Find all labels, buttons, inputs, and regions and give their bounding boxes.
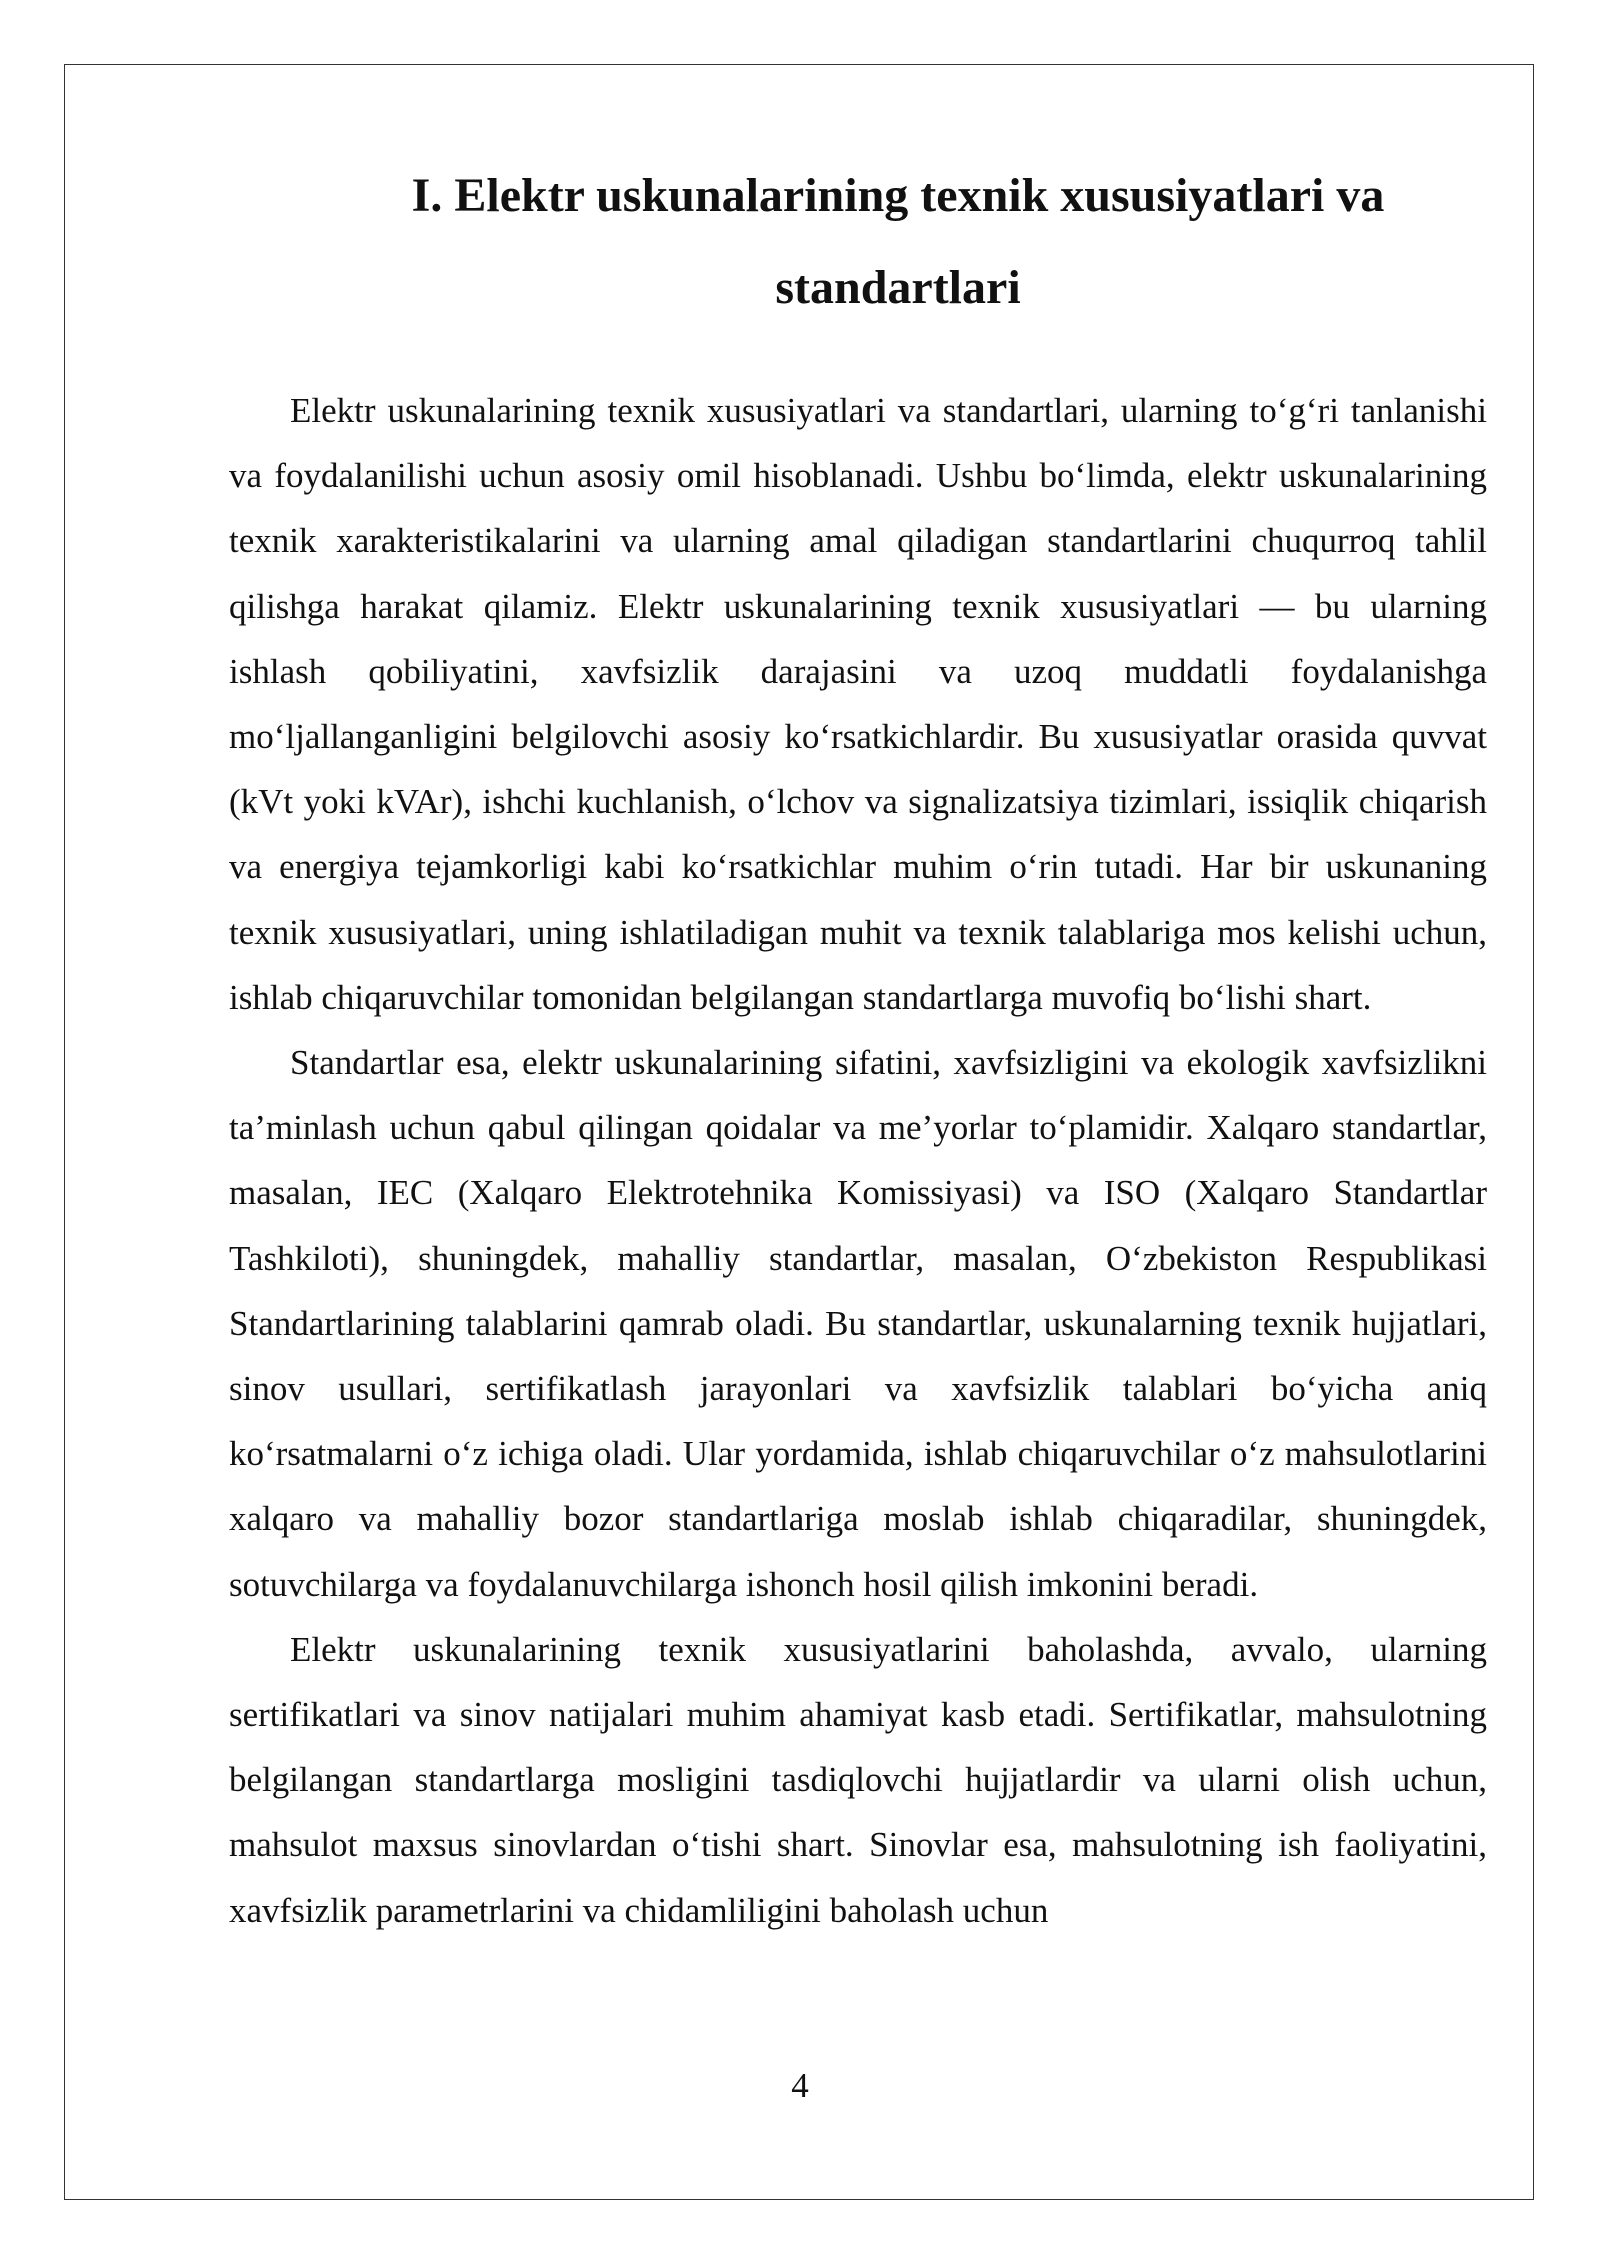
page-content bbox=[229, 150, 1487, 1943]
section-heading: I. Elektr uskunalarining texnik xususiyatlari va standartlari bbox=[411, 169, 1385, 314]
paragraph: Elektr uskunalarining texnik xususiyatlari va standartlari, ularning to‘g‘ri tanlanishi va foydalanilishi uchun asosiy omil hisoblanadi. Ushbu bo‘limda, elektr uskunalarining texnik xarakteristikalarini va ularning amal qiladigan standartlarini chuqurroq tahlil qilishga harakat qilamiz. Elektr uskunalarining texnik xususiyatlari — bu ularning ishlash qobiliyatini, xavfsizlik darajasini va uzoq muddatli foydalanishga mo‘ljallanganligini belgilovchi asosiy ko‘rsatkichlardir. Bu xususiyatlar orasida quvvat (kVt yoki kVAr), ishchi kuchlanish, o‘lchov va signalizatsiya tizimlari, issiqlik chiqarish va energiya tejamkorligi kabi ko‘rsatkichlar muhim o‘rin tutadi. Har bir uskunaning texnik xususiyatlari, uning ishlatiladigan muhit va texnik talablariga mos kelishi uchun, ishlab chiqaruvchilar tomonidan belgilangan standartlarga muvofiq bo‘lishi shart. bbox=[229, 391, 1487, 1017]
paragraph: Standartlar esa, elektr uskunalarining sifatini, xavfsizligini va ekologik xavfsizlikni ta’minlash uchun qabul qilingan qoidalar va me’yorlar to‘plamidir. Xalqaro standartlar, masalan, IEC (Xalqaro Elektrotehnika Komissiyasi) va ISO (Xalqaro Standartlar Tashkiloti), shuningdek, mahalliy standartlar, masalan, O‘zbekiston Respublikasi Standartlarining talablarini qamrab oladi. Bu standartlar, uskunalarning texnik hujjatlari, sinov usullari, sertifikatlash jarayonlari va xavfsizlik talablari bo‘yicha aniq ko‘rsatmalarni o‘z ichiga oladi. Ular yordamida, ishlab chiqaruvchilar o‘z mahsulotlarini xalqaro va mahalliy bozor standartlariga moslab ishlab chiqaradilar, shuningdek, sotuvchilarga va foydalanuvchilarga ishonch hosil qilish imkonini beradi. bbox=[229, 1043, 1487, 1604]
page-number: 4 bbox=[791, 2066, 809, 2105]
body-text bbox=[229, 378, 1487, 1943]
paragraph: Elektr uskunalarining texnik xususiyatlarini baholashda, avvalo, ularning sertifikatlari va sinov natijalari muhim ahamiyat kasb etadi. Sertifikatlar, mahsulotning belgilangan standartlarga mosligini tasdiqlovchi hujjatlardir va ularni olish uchun, mahsulot maxsus sinovlardan o‘tishi shart. Sinovlar esa, mahsulotning ish faoliyatini, xavfsizlik parametrlarini va chidamliligini baholash uchun bbox=[229, 1629, 1487, 1930]
